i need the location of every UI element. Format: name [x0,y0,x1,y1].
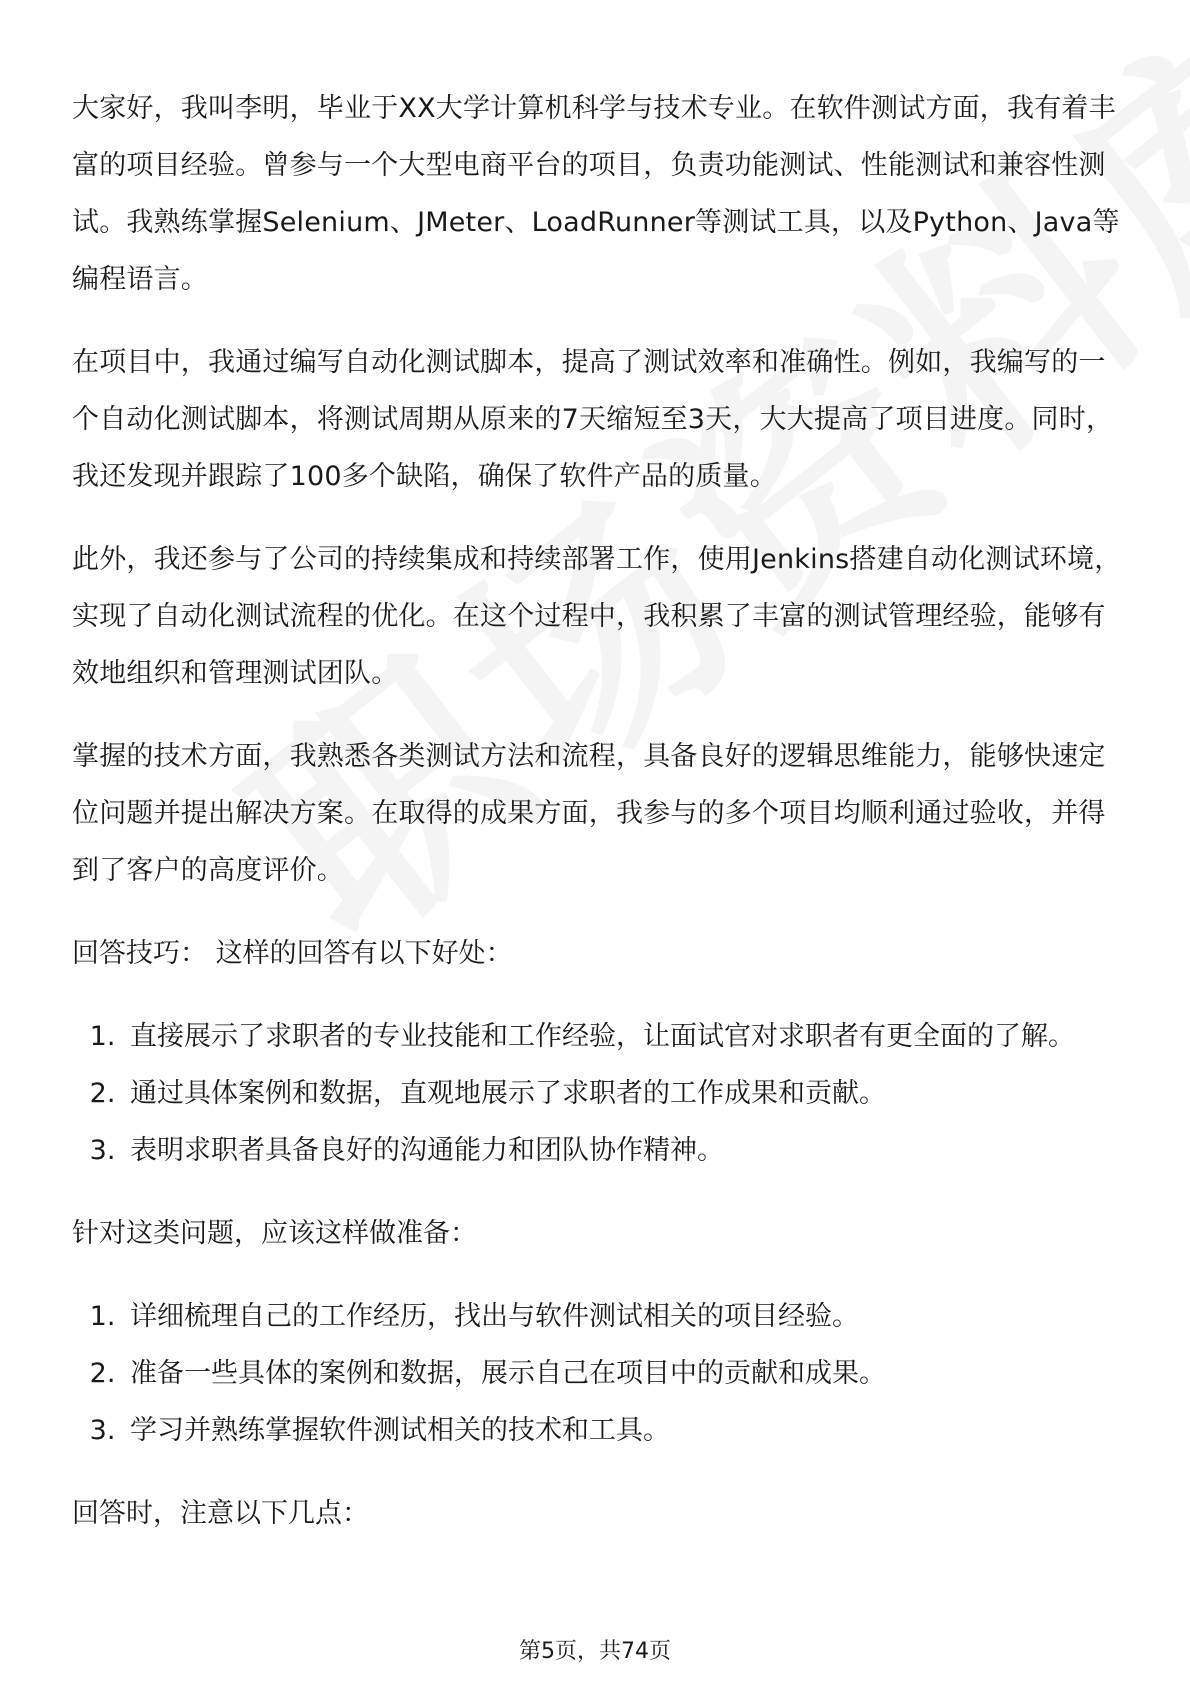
page-number: 第5页，共74页 [519,1639,671,1664]
list-item: 2. 准备一些具体的案例和数据，展示自己在项目中的贡献和成果。 [124,1345,1122,1402]
list-item: 3. 表明求职者具备良好的沟通能力和团队协作精神。 [124,1122,1122,1179]
list-item: 2. 通过具体案例和数据，直观地展示了求职者的工作成果和贡献。 [124,1065,1122,1122]
prep-heading: 针对这类问题，应该这样做准备： [72,1218,477,1249]
list-item: 3. 学习并熟练掌握软件测试相关的技术和工具。 [124,1402,1122,1459]
list-item: 1. 详细梳理自己的工作经历，找出与软件测试相关的项目经验。 [124,1288,1122,1345]
paragraph-project: 在项目中，我通过编写自动化测试脚本，提高了测试效率和准确性。例如，我编写的一个自动化测试脚本，将测试周期从原来的7天缩短至3天，大大提高了项目进度。同时，我还发现并跟踪了100多个缺陷，确保了软件产品的质量。 [72,347,1114,492]
prep-list [72,1288,1122,1459]
paragraph-intro: 大家好，我叫李明，毕业于XX大学计算机科学与技术专业。在软件测试方面，我有着丰富的项目经验。曾参与一个大型电商平台的项目，负责功能测试、性能测试和兼容性测试。我熟练掌握Selenium、JMeter、LoadRunner等测试工具，以及Python、Java等编程语言。 [72,93,1120,295]
paragraph-skills: 掌握的技术方面，我熟悉各类测试方法和流程，具备良好的逻辑思维能力，能够快速定位问题并提出解决方案。在取得的成果方面，我参与的多个项目均顺利通过验收，并得到了客户的高度评价。 [72,741,1106,886]
closing-heading: 回答时，注意以下几点： [72,1498,369,1529]
tips-heading: 回答技巧： 这样的回答有以下好处： [72,938,513,969]
paragraph-ci-cd: 此外，我还参与了公司的持续集成和持续部署工作，使用Jenkins搭建自动化测试环境，实现了自动化测试流程的优化。在这个过程中，我积累了丰富的测试管理经验，能够有效地组织和管理测试团队。 [72,544,1122,689]
list-item: 1. 直接展示了求职者的专业技能和工作经验，让面试官对求职者有更全面的了解。 [124,1008,1122,1065]
document-body [72,80,1122,1568]
tips-list [72,1008,1122,1179]
